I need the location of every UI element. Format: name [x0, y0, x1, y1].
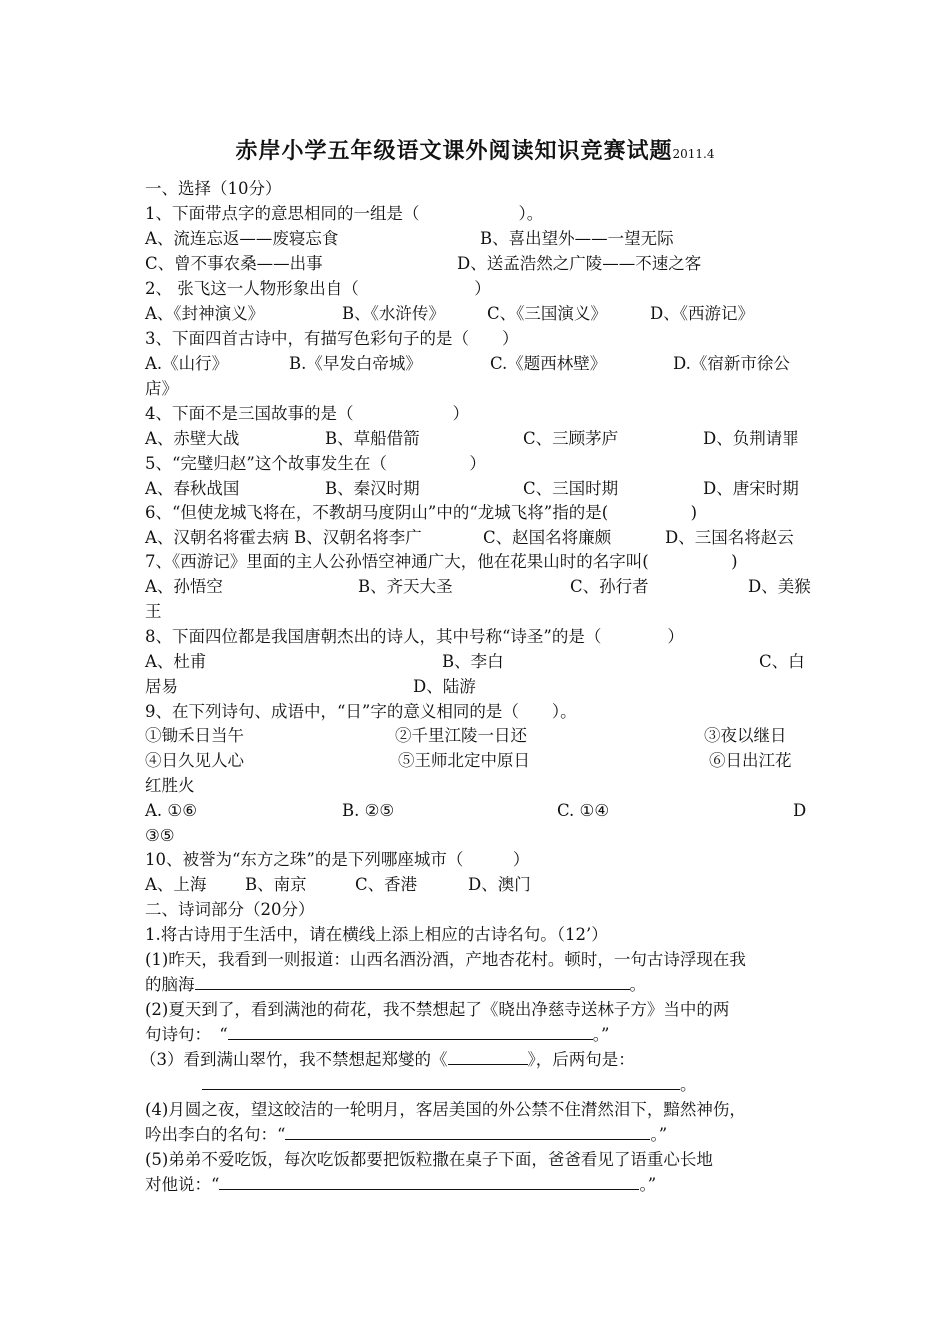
p1-s1-line1: (1)昨天，我看到一则报道：山西名酒汾酒，产地杏花村。顿时，一句古诗浮现在我 [145, 950, 746, 969]
p1-s4-line2 [145, 1122, 810, 1147]
q9-option-a: A. ①⑥ [145, 801, 197, 820]
q4-option-d: D、负荆请罪 [703, 429, 799, 448]
q3-option-b: B.《早发白帝城》 [289, 354, 422, 373]
q9-item-3: ③夜以继日 [704, 726, 787, 745]
p1-s5-line1: (5)弟弟不爱吃饭，每次吃饭都要把饭粒撒在桌子下面，爸爸看见了语重心长地 [145, 1150, 713, 1169]
q9-item-6-cont: 红胜火 [145, 776, 195, 795]
q10-option-c: C、香港 [355, 875, 418, 894]
q10-option-d: D、澳门 [468, 875, 531, 894]
q7-option-a: A、孙悟空 [145, 577, 223, 596]
q3-option-d-cont: 店》 [145, 379, 178, 398]
p1-s2-line2 [145, 1022, 810, 1047]
q2-option-a: A、《封神演义》 [145, 304, 265, 323]
q9-option-d-cont: ③⑤ [145, 826, 175, 845]
p1-s3-title-blank[interactable] [448, 1048, 528, 1065]
q6-option-c: C、赵国名将廉颇 [483, 528, 612, 547]
q1-option-a: A、流连忘返——废寝忘食 [145, 229, 339, 248]
q6-option-d: D、三国名将赵云 [665, 528, 794, 547]
p1-s3-blank[interactable] [202, 1073, 680, 1090]
p1-s5-line2 [145, 1172, 810, 1197]
q1-option-c: C、曾不事农桑——出事 [145, 254, 323, 273]
title-text: 赤岸小学五年级语文课外阅读知识竞赛试题 [235, 138, 673, 164]
p1-s4-blank[interactable] [285, 1123, 650, 1140]
q5-option-c: C、三国时期 [523, 479, 619, 498]
section2-heading: 二、诗词部分（20分） [145, 900, 315, 919]
q9-item-5: ⑤王师北定中原日 [398, 751, 530, 770]
q8-option-b: B、李白 [442, 652, 504, 671]
q6-option-ab: A、汉朝名将霍去病 B、汉朝名将李广 [145, 528, 422, 547]
p1-s4-lead: 吟出李白的名句：“ [145, 1125, 286, 1144]
p1-s2-blank[interactable] [228, 1023, 593, 1040]
q9-item-1: ①锄禾日当午 [145, 726, 244, 745]
q8-option-c: C、白 [759, 652, 805, 671]
q5-option-b: B、秦汉时期 [325, 479, 420, 498]
q10-option-a: A、上海 [145, 875, 207, 894]
q8-option-a: A、杜甫 [145, 652, 207, 671]
p1-s1-lead: 的脑海 [145, 975, 195, 994]
q2-option-c: C、《三国演义》 [487, 304, 607, 323]
p1-s5-end: 。” [639, 1175, 657, 1194]
q6-stem: 6、“但使龙城飞将在，不教胡马度阴山”中的“龙城飞将”指的是( ) [145, 503, 698, 522]
q7-option-c: C、孙行者 [570, 577, 649, 596]
p1-s3-line1 [140, 1047, 805, 1072]
p1-s1-end: 。 [629, 975, 646, 994]
p1-s5-lead: 对他说：“ [145, 1175, 220, 1194]
q3-option-d: D.《宿新市徐公 [673, 354, 790, 373]
q5-option-d: D、唐宋时期 [703, 479, 799, 498]
q10-option-b: B、南京 [245, 875, 307, 894]
q1-option-d: D、送孟浩然之广陵——不速之客 [457, 254, 702, 273]
p1-s2-end: 。” [592, 1025, 610, 1044]
q5-stem: 5、“完璧归赵”这个故事发生在（ ） [145, 454, 486, 473]
q9-item-2: ②千里江陵一日还 [395, 726, 527, 745]
q5-option-a: A、春秋战国 [145, 479, 240, 498]
q9-stem: 9、在下列诗句、成语中，“日”字的意义相同的是（ ）。 [145, 702, 577, 721]
p1-stem: 1.将古诗用于生活中，请在横线上添上相应的古诗名句。（12’） [145, 925, 608, 944]
p1-s2-lead: 句诗句： “ [145, 1025, 228, 1044]
q8-stem: 8、下面四位都是我国唐朝杰出的诗人，其中号称“诗圣”的是（ ） [145, 627, 684, 646]
q3-stem: 3、下面四首古诗中，有描写色彩句子的是（ ） [145, 329, 519, 348]
p1-s3-line2 [202, 1072, 867, 1097]
q8-option-d: D、陆游 [413, 677, 476, 696]
q4-option-a: A、赤壁大战 [145, 429, 240, 448]
p1-s2-line1: (2)夏天到了，看到满池的荷花，我不禁想起了《晓出净慈寺送林子方》当中的两 [145, 1000, 730, 1019]
p1-s4-end: 。” [650, 1125, 668, 1144]
q3-option-a: A.《山行》 [145, 354, 229, 373]
section1-heading: 一、选择（10分） [145, 179, 282, 198]
p1-s3-lead: （3）看到满山翠竹，我不禁想起郑燮的《 [140, 1050, 448, 1069]
p1-s5-blank[interactable] [219, 1173, 639, 1190]
q7-stem: 7、《西游记》里面的主人公孙悟空神通广大，他在花果山时的名字叫( ) [145, 552, 738, 571]
p1-s3-end: 。 [680, 1075, 697, 1094]
q1-option-b: B、喜出望外——一望无际 [480, 229, 674, 248]
q9-option-b: B. ②⑤ [342, 801, 395, 820]
q4-option-b: B、草船借箭 [325, 429, 420, 448]
q9-item-6: ⑥日出江花 [709, 751, 792, 770]
q7-option-d-cont: 王 [145, 602, 162, 621]
q2-option-d: D、《西游记》 [650, 304, 754, 323]
p1-s1-blank[interactable] [195, 973, 630, 990]
p1-s3-mid: 》，后两句是： [527, 1050, 635, 1069]
q9-option-c: C. ①④ [557, 801, 610, 820]
q7-option-b: B、齐天大圣 [358, 577, 453, 596]
q4-stem: 4、下面不是三国故事的是（ ） [145, 404, 469, 423]
p1-s4-line1: (4)月圆之夜，望这皎洁的一轮明月，客居美国的外公禁不住潸然泪下，黯然神伤， [145, 1100, 746, 1119]
q7-option-d: D、美猴 [748, 577, 811, 596]
q4-option-c: C、三顾茅庐 [523, 429, 619, 448]
exam-title [0, 134, 950, 165]
title-date: 2011.4 [672, 147, 715, 161]
p1-s1-line2 [145, 972, 810, 997]
q9-item-4: ④日久见人心 [145, 751, 244, 770]
q8-option-c-cont: 居易 [145, 677, 178, 696]
q2-option-b: B、《水浒传》 [342, 304, 445, 323]
q2-stem: 2、 张飞这一人物形象出自（ ） [145, 279, 491, 298]
q9-option-d: D [793, 801, 807, 820]
q3-option-c: C.《题西林壁》 [490, 354, 607, 373]
q10-stem: 10、被誉为“东方之珠”的是下列哪座城市（ ） [145, 850, 530, 869]
q1-stem: 1、下面带点字的意思相同的一组是（ ）。 [145, 204, 544, 223]
